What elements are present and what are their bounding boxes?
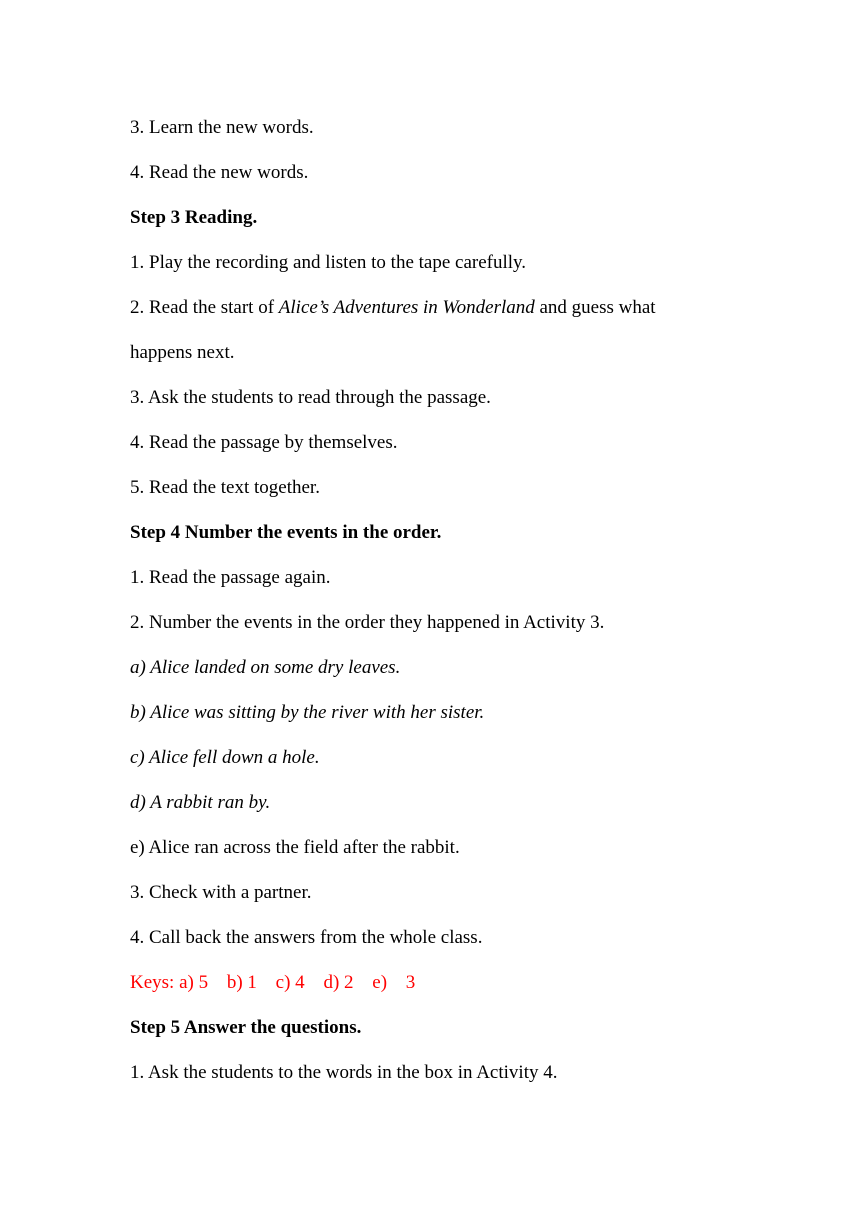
key-a: Keys: a) 5 — [130, 972, 209, 993]
event-item: d) A rabbit ran by. — [130, 792, 271, 813]
instruction-line-with-title — [130, 294, 770, 339]
key-e-value: 3 — [405, 972, 416, 993]
key-b: b) 1 — [226, 972, 257, 993]
event-item: c) Alice fell down a hole. — [130, 747, 320, 768]
key-d: d) 2 — [323, 972, 354, 993]
instruction-line: 4. Read the passage by themselves. — [130, 432, 398, 453]
answer-keys — [130, 969, 770, 1014]
instruction-line: 4. Call back the answers from the whole class. — [130, 927, 483, 948]
instruction-line: 3. Check with a partner. — [130, 882, 312, 903]
event-item: e) Alice ran across the field after the rabbit. — [130, 837, 460, 858]
instruction-text: and guess what — [534, 297, 656, 318]
key-e-label: e) — [372, 972, 388, 993]
instruction-line: 4. Read the new words. — [130, 162, 309, 183]
instruction-line: 1. Read the passage again. — [130, 567, 331, 588]
book-title: Alice’s Adventures in Wonderland — [278, 297, 535, 318]
instruction-text: 2. Read the start of — [130, 297, 279, 318]
step-4-heading: Step 4 Number the events in the order. — [130, 522, 442, 543]
event-item: a) Alice landed on some dry leaves. — [130, 657, 401, 678]
instruction-line: 5. Read the text together. — [130, 477, 320, 498]
document-body — [130, 114, 770, 1104]
instruction-line: 2. Number the events in the order they happened in Activity 3. — [130, 612, 605, 633]
step-3-heading: Step 3 Reading. — [130, 207, 258, 228]
instruction-line: 1. Ask the students to the words in the box in Activity 4. — [130, 1062, 558, 1083]
instruction-line: 3. Ask the students to read through the passage. — [130, 387, 491, 408]
event-item: b) Alice was sitting by the river with her sister. — [130, 702, 485, 723]
instruction-line: happens next. — [130, 342, 235, 363]
key-c: c) 4 — [275, 972, 305, 993]
instruction-line: 1. Play the recording and listen to the tape carefully. — [130, 252, 527, 273]
instruction-line: 3. Learn the new words. — [130, 117, 314, 138]
step-5-heading: Step 5 Answer the questions. — [130, 1017, 362, 1038]
